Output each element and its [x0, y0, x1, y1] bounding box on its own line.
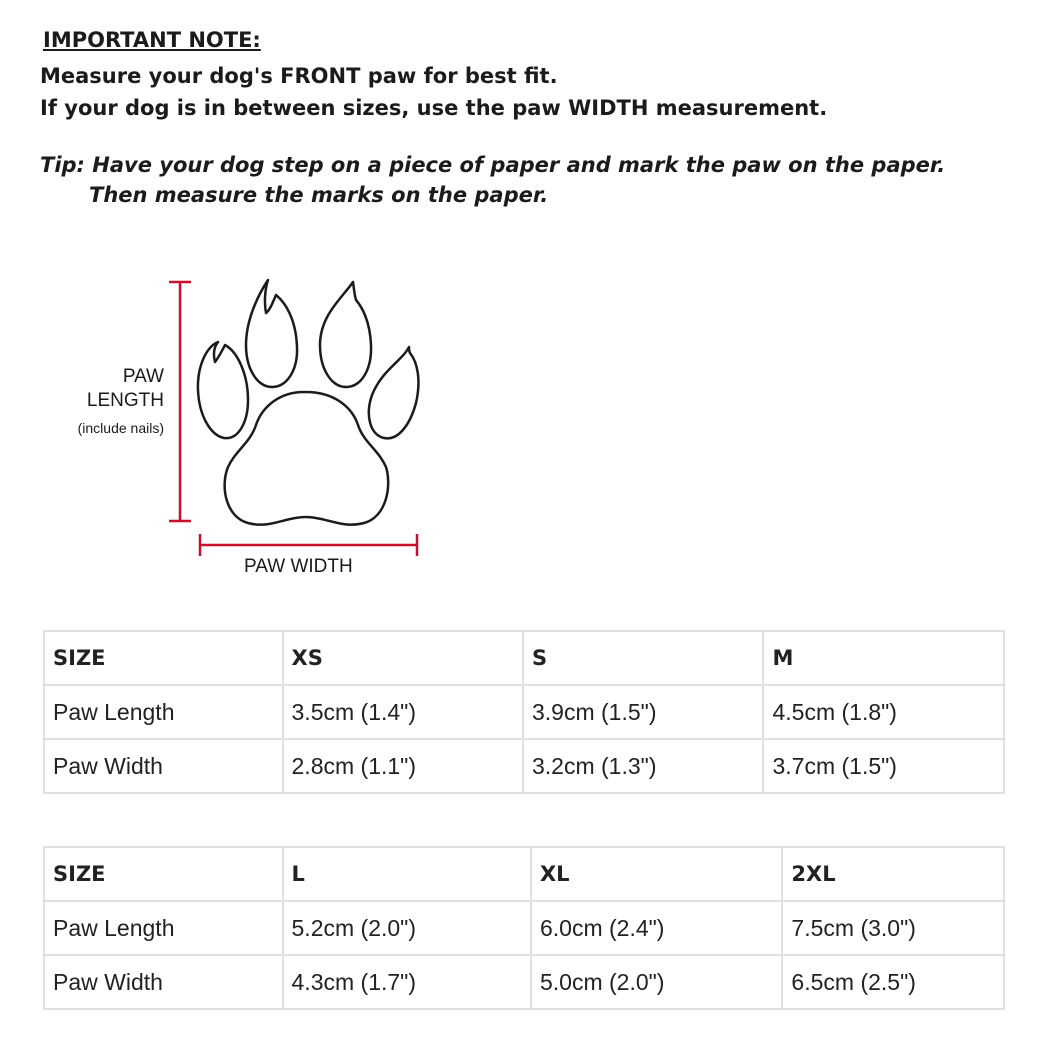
table-row	[44, 685, 1004, 739]
table-header-cell: XL	[531, 847, 782, 901]
table-cell: 3.5cm (1.4")	[283, 685, 523, 739]
table-header-cell: M	[763, 631, 1004, 685]
table-cell: Paw Length	[44, 901, 283, 955]
note-in-between-sizes: If your dog is in between sizes, use the paw WIDTH measurement.	[40, 96, 828, 120]
paw-main-pad	[225, 392, 389, 525]
paw-width-measure-line	[200, 534, 417, 556]
table-row	[44, 739, 1004, 793]
table-row	[44, 901, 1004, 955]
paw-measure-diagram	[0, 255, 460, 595]
size-table-large	[43, 846, 1005, 1010]
paw-print-icon	[0, 255, 460, 595]
table-cell: Paw Width	[44, 739, 283, 793]
tip-text	[40, 150, 945, 210]
size-table-small	[43, 630, 1005, 794]
table-cell: 3.2cm (1.3")	[523, 739, 763, 793]
paw-toe-inner-left	[246, 280, 297, 387]
table-cell: 6.0cm (2.4")	[531, 901, 782, 955]
table-cell: 4.5cm (1.8")	[763, 685, 1004, 739]
paw-length-label	[87, 365, 164, 413]
table-cell: 5.2cm (2.0")	[283, 901, 531, 955]
table-header-cell: S	[523, 631, 763, 685]
table-row	[44, 955, 1004, 1009]
paw-toe-outer-right	[369, 347, 419, 438]
table-cell: 6.5cm (2.5")	[782, 955, 1004, 1009]
table-cell: 3.7cm (1.5")	[763, 739, 1004, 793]
table-cell: 2.8cm (1.1")	[283, 739, 523, 793]
tip-line-2: Then measure the marks on the paper.	[89, 183, 549, 207]
table-cell: Paw Length	[44, 685, 283, 739]
table-header-cell: L	[283, 847, 531, 901]
table-cell: 7.5cm (3.0")	[782, 901, 1004, 955]
table-cell: 5.0cm (2.0")	[531, 955, 782, 1009]
note-front-paw: Measure your dog's FRONT paw for best fit.	[40, 64, 558, 88]
table-cell: 3.9cm (1.5")	[523, 685, 763, 739]
table-header-cell: SIZE	[44, 847, 283, 901]
paw-toe-inner-right	[320, 282, 371, 387]
paw-length-sub-label: (include nails)	[77, 420, 164, 436]
table-header-cell: SIZE	[44, 631, 283, 685]
table-header-row	[44, 847, 1004, 901]
table-header-row	[44, 631, 1004, 685]
tip-line-1: Tip: Have your dog step on a piece of paper and mark the paw on the paper.	[40, 153, 946, 177]
table-cell: 4.3cm (1.7")	[283, 955, 531, 1009]
important-note-title: IMPORTANT NOTE:	[43, 28, 261, 52]
table-header-cell: XS	[283, 631, 523, 685]
paw-toe-outer-left	[198, 342, 248, 438]
table-cell: Paw Width	[44, 955, 283, 1009]
table-header-cell: 2XL	[782, 847, 1004, 901]
paw-width-label: PAW WIDTH	[244, 556, 353, 577]
paw-length-label-line2: LENGTH	[86, 389, 164, 411]
paw-length-label-line1: PAW	[122, 366, 164, 387]
paw-length-measure-line	[169, 282, 191, 521]
